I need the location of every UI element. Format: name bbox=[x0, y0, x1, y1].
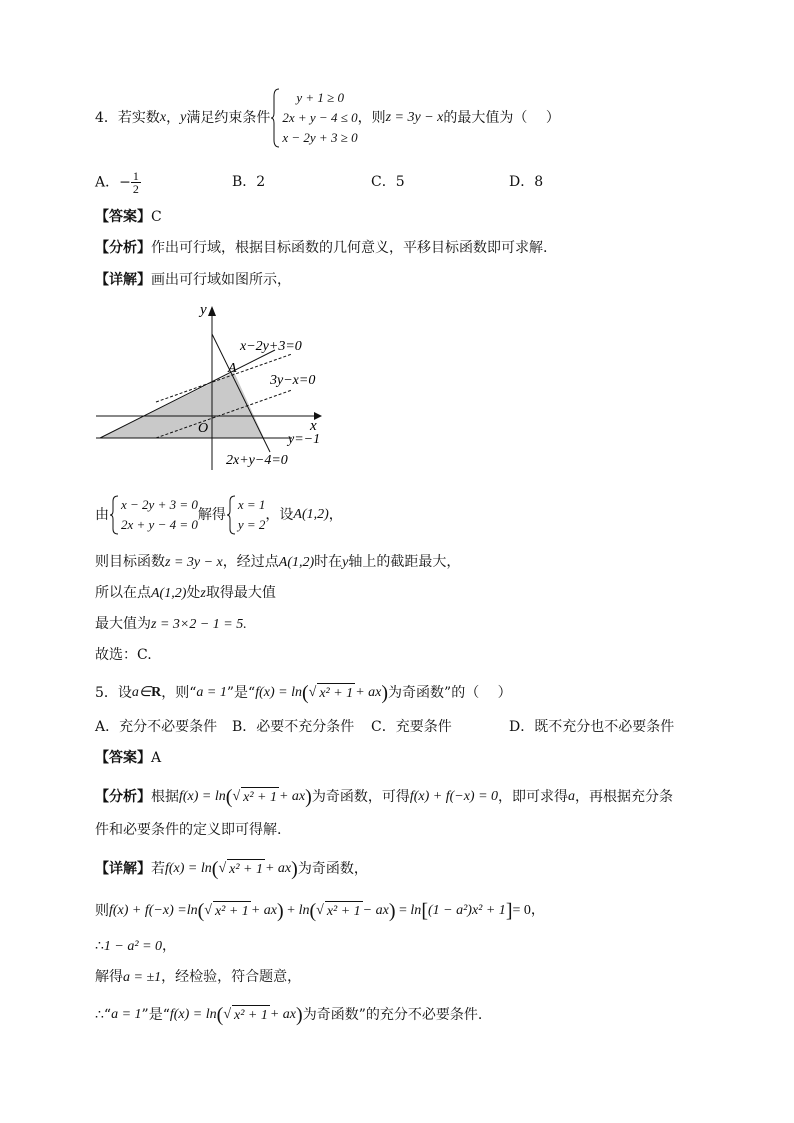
feasible-region bbox=[100, 372, 264, 438]
feasible-region-figure bbox=[92, 298, 332, 476]
q4-number: 4． bbox=[95, 110, 118, 126]
q5-detail: 【详解】 若 f(x) = ln ( √ x² + 1 + ax ) 为奇函数， bbox=[95, 858, 368, 880]
q5-conclusion: ∴ “ a = 1 ”是“ f(x) = ln ( √ x² + 1 + ax ) 为奇函数”的充分不必要条件. bbox=[95, 1004, 483, 1026]
q4-stem: 4． 若实数 x ， y 满足约束条件 y + 1 ≥ 0 2x + y − 4 ≤ 0 x − 2y + 3 ≥ 0 ，则 z = 3y − x 的最大值为（ ） bbox=[95, 88, 560, 148]
left-brace-icon bbox=[270, 88, 280, 148]
q5-therefore: ∴1 − a² = 0， bbox=[95, 938, 177, 954]
q4-system-2: x = 1 y = 2 bbox=[226, 495, 266, 535]
q4-constraint-1: y + 1 ≥ 0 bbox=[296, 90, 345, 105]
q4-objective-line: 则目标函数z = 3y − x，经过点A(1,2)时在y轴上的截距最大， bbox=[95, 554, 461, 570]
q5-number: 5． bbox=[95, 685, 118, 701]
q4-detail: 【详解】画出可行域如图所示， bbox=[95, 272, 291, 288]
figure-line1-label: x−2y+3=0 bbox=[240, 339, 302, 354]
left-brace-icon bbox=[109, 495, 119, 535]
q4-so-line: 所以在点A(1,2)处z取得最大值 bbox=[95, 585, 276, 601]
q4-constraint-2: 2x + y − 4 ≤ 0 bbox=[282, 110, 358, 125]
fraction: $\frac{1}{2}$ bbox=[132, 169, 139, 196]
q5-stem: 5． 设 a∈ R ，则“ a = 1 ”是“ f(x) = ln ( √ x² + 1 + ax ) 为奇函数”的（ ） bbox=[95, 682, 512, 704]
q4-option-c: C．5 bbox=[371, 174, 405, 190]
q5-analysis: 【分析】 根据 f(x) = ln ( √ x² + 1 + ax ) 为奇函数，可得 f(x) + f(−x) = 0 ，即可求得 a ，再根据充分条 bbox=[95, 786, 674, 808]
figure-y-label: y bbox=[200, 302, 207, 318]
q4-options bbox=[95, 170, 715, 194]
q5-solve: 解得a = ±1，经检验，符合题意， bbox=[95, 969, 302, 985]
q4-answer: 【答案】C bbox=[95, 209, 162, 225]
q5-option-c: C．充要条件 bbox=[371, 719, 452, 735]
q5-analysis-cont: 件和必要条件的定义即可得解. bbox=[95, 822, 282, 838]
figure-point-a-label: A bbox=[228, 361, 237, 376]
q5-option-a: A．充分不必要条件 bbox=[95, 719, 218, 735]
q4-analysis: 【分析】作出可行域，根据目标函数的几何意义，平移目标函数即可求解. bbox=[95, 240, 548, 256]
figure-line4-label: 2x+y−4=0 bbox=[226, 453, 288, 468]
q4-option-b: B．2 bbox=[232, 174, 266, 190]
q4-solve-system: 由 x − 2y + 3 = 0 2x + y − 4 = 0 解得 x = 1 y = 2 ，设 A(1,2) ， bbox=[95, 494, 343, 536]
figure-x-label: x bbox=[310, 418, 317, 434]
figure-line3-label: y=−1 bbox=[288, 432, 321, 447]
q5-answer: 【答案】A bbox=[95, 750, 162, 766]
q4-option-a: A．− $\frac{1}{2}$ bbox=[95, 169, 139, 196]
y-axis-arrow-icon bbox=[208, 306, 216, 316]
figure-line2-label: 3y−x=0 bbox=[270, 373, 316, 388]
q4-system-1: x − 2y + 3 = 0 2x + y − 4 = 0 bbox=[109, 495, 198, 535]
q4-constraint-system bbox=[270, 88, 357, 148]
q5-options bbox=[95, 717, 715, 739]
q4-max-line: 最大值为z = 3×2 − 1 = 5. bbox=[95, 616, 247, 632]
q5-then: 则 f(x) + f(−x) = ln ( √ x² + 1 + ax ) + ln ( √ x² + 1 − ax ) = ln [ (1 − a²)x² + 1 ] = 0， bbox=[95, 900, 545, 922]
q4-choose: 故选：C. bbox=[95, 647, 152, 663]
q5-option-b: B．必要不充分条件 bbox=[232, 719, 355, 735]
figure-origin-label: O bbox=[198, 421, 209, 436]
q4-objective: z = 3y − x bbox=[385, 110, 444, 125]
q4-constraint-3: x − 2y + 3 ≥ 0 bbox=[282, 130, 358, 145]
left-brace-icon bbox=[226, 495, 236, 535]
q5-option-d: D．既不充分也不必要条件 bbox=[509, 719, 675, 735]
q4-option-d: D．8 bbox=[509, 174, 544, 190]
